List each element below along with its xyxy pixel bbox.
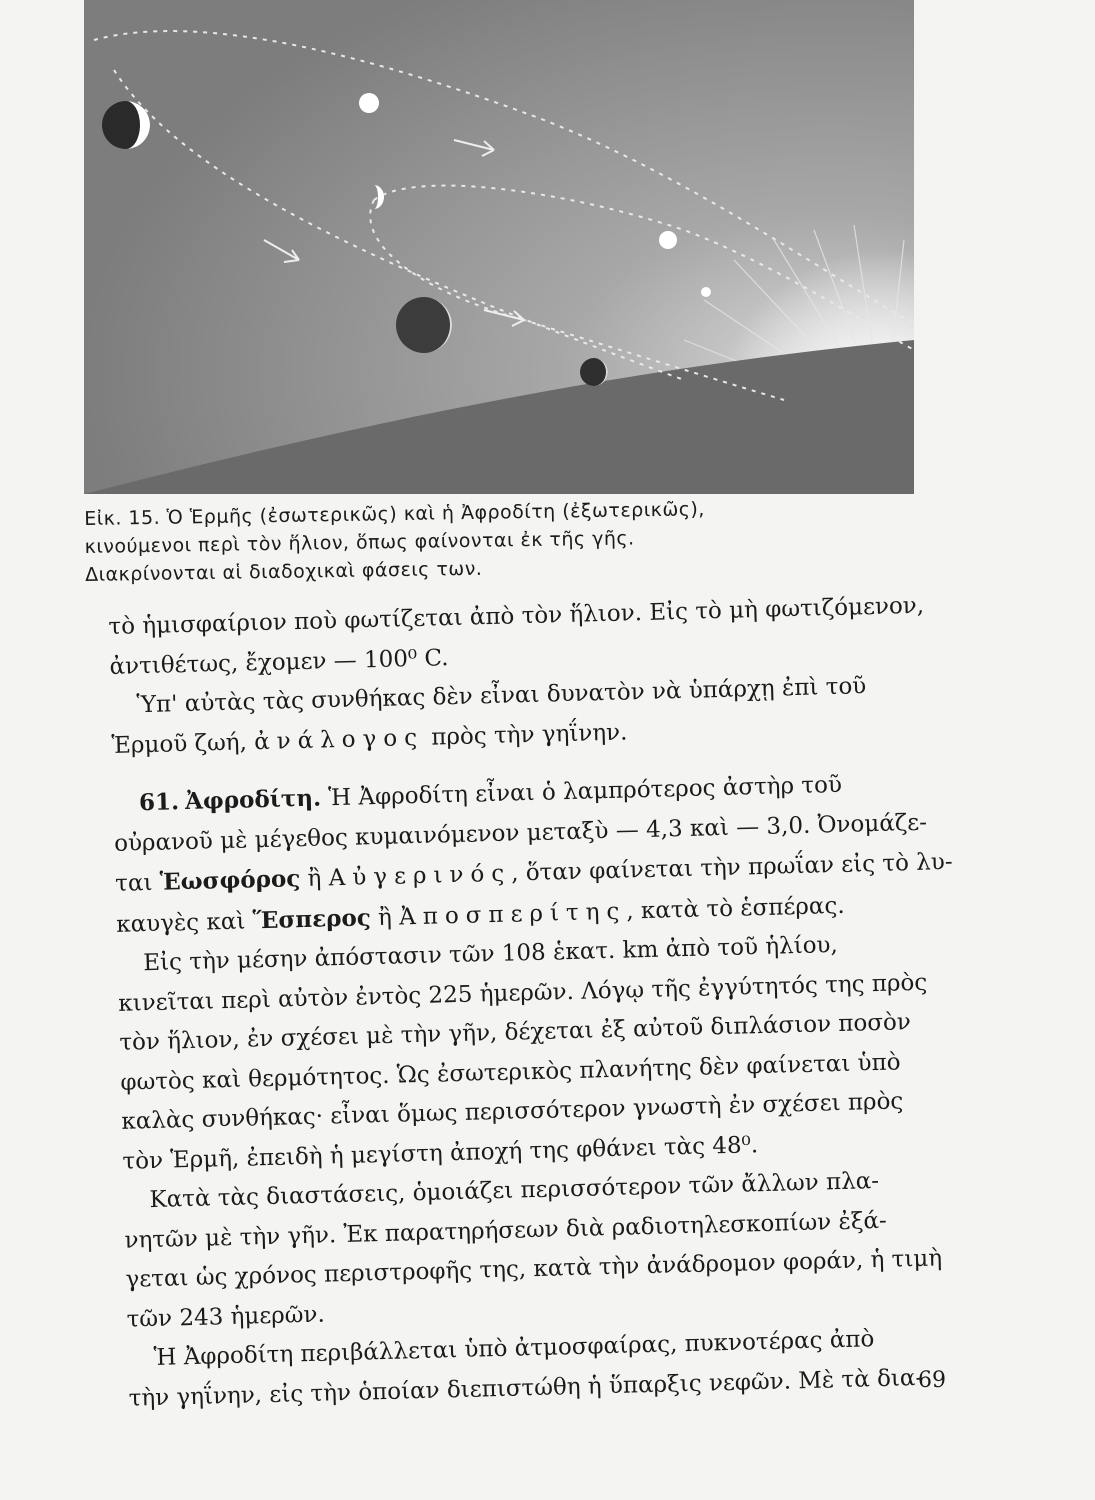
text-span: καυγὲς καὶ <box>115 907 253 938</box>
venus-crescent <box>102 101 150 149</box>
spaced-word: Αὐγερινός <box>328 860 512 892</box>
text-span: πρὸς τὴν γηΐνην. <box>423 718 628 751</box>
text-line: καλὰς συνθήκας· εἶναι ὅμως περισσότερον γνωστὴ ἐν σχέσει πρὸς <box>121 1088 904 1135</box>
caption-line: Εἰκ. 15. Ὁ Ἑρμῆς (ἐσωτερικῶς) καὶ ἡ Ἀφροδίτη (ἐξωτερικῶς), <box>84 498 706 530</box>
figure-caption <box>84 492 905 589</box>
text-span: Ἑρμοῦ ζωή, <box>111 728 255 759</box>
text-line: τὴν γηΐνην, εἰς τὴν ὁποίαν διεπιστώθη ἡ ὕπαρξις νεφῶν. Μὲ τὰ δια- <box>128 1364 924 1412</box>
text-span: ἢ <box>299 865 330 893</box>
text-line: Εἰς τὴν μέσην ἀπόστασιν τῶν 108 ἑκατ. km ἀπὸ τοῦ ἡλίου, <box>142 932 839 977</box>
text-span: Ἡ Ἀφροδίτη εἶναι ὁ λαμπρότερος ἀστὴρ τοῦ <box>320 771 843 812</box>
spaced-word: ἀνάλογος <box>253 724 425 755</box>
text-line: οὐρανοῦ μὲ μέγεθος κυμαινόμενον μεταξὺ — 4,3 καὶ — 3,0. Ὀνομάζε- <box>113 809 928 857</box>
text-line: τῶν 243 ἡμερῶν. <box>126 1301 326 1333</box>
mercury-dark <box>580 358 608 386</box>
text-line: φωτὸς καὶ θερμότητος. Ὡς ἐσωτερικὸς πλανήτης δὲν φαίνεται ὑπὸ <box>120 1048 901 1096</box>
text-line: Κατὰ τὰς διαστάσεις, ὁμοιάζει περισσότερον τῶν ἄλλων πλα- <box>149 1168 880 1214</box>
bold-term: Ἑωσφόρος <box>159 865 301 896</box>
text-line: τὸν Ἑρμῆ, ἐπειδὴ ἡ μεγίστη ἀποχή της φθάνει τὰς 48⁰. <box>122 1131 759 1175</box>
section-title: Ἀφροδίτη. <box>184 784 322 816</box>
text-line: κινεῖται περὶ αὐτὸν ἐντὸς 225 ἡμερῶν. Λόγῳ τῆς ἐγγύτητός της πρὸς <box>118 969 928 1017</box>
body-text <box>108 586 969 1419</box>
text-span: , ὅταν φαίνεται τὴν πρωΐαν εἰς τὸ λυ- <box>510 848 953 887</box>
planet-phase <box>359 93 379 113</box>
text-line: γεται ὡς χρόνος περιστροφῆς της, κατὰ τὴν ἀνάδρομον φοράν, ἡ τιμὴ <box>125 1245 943 1293</box>
orbits-illustration <box>84 0 914 494</box>
caption-line: Διακρίνονται αἱ διαδοχικαὶ φάσεις των. <box>84 557 483 586</box>
bold-term: Ἕσπερος <box>252 903 372 934</box>
page-number: 69 <box>918 1368 946 1393</box>
caption-line: κινούμενοι περὶ τὸν ἥλιον, ὅπως φαίνονται ἐκ τῆς γῆς. <box>84 527 635 558</box>
text-line: τὸ ἡμισφαίριον ποὺ φωτίζεται ἀπὸ τὸν ἥλιον. Εἰς τὸ μὴ φωτιζόμενον, <box>108 592 925 640</box>
text-line: Ὑπ' αὐτὰς τὰς συνθήκας δὲν εἶναι δυνατὸν νὰ ὑπάρχῃ ἐπὶ τοῦ <box>136 673 867 719</box>
text-line: τὸν ἥλιον, ἐν σχέσει μὲ τὴν γῆν, δέχεται ἐξ αὐτοῦ διπλάσιον ποσὸν <box>119 1009 912 1056</box>
venus-dark <box>396 297 452 353</box>
section-number: 61. <box>138 788 180 817</box>
text-span: , κατὰ τὸ ἑσπέρας. <box>625 892 845 925</box>
figure-mercury-venus <box>84 0 914 494</box>
text-span: ἢ <box>370 903 400 931</box>
text-line: νητῶν μὲ τὴν γῆν. Ἐκ παρατηρήσεων διὰ ραδιοτηλεσκοπίων ἐξά- <box>124 1207 888 1254</box>
spaced-word: Ἀποσπερίτης <box>398 898 627 930</box>
text-span: ται <box>114 869 161 897</box>
text-line: ἀντιθέτως, ἔχομεν — 100⁰ C. <box>109 644 449 680</box>
text-line: Ἡ Ἀφροδίτη περιβάλλεται ὑπὸ ἀτμοσφαίρας, πυκνοτέρας ἀπὸ <box>153 1326 875 1372</box>
